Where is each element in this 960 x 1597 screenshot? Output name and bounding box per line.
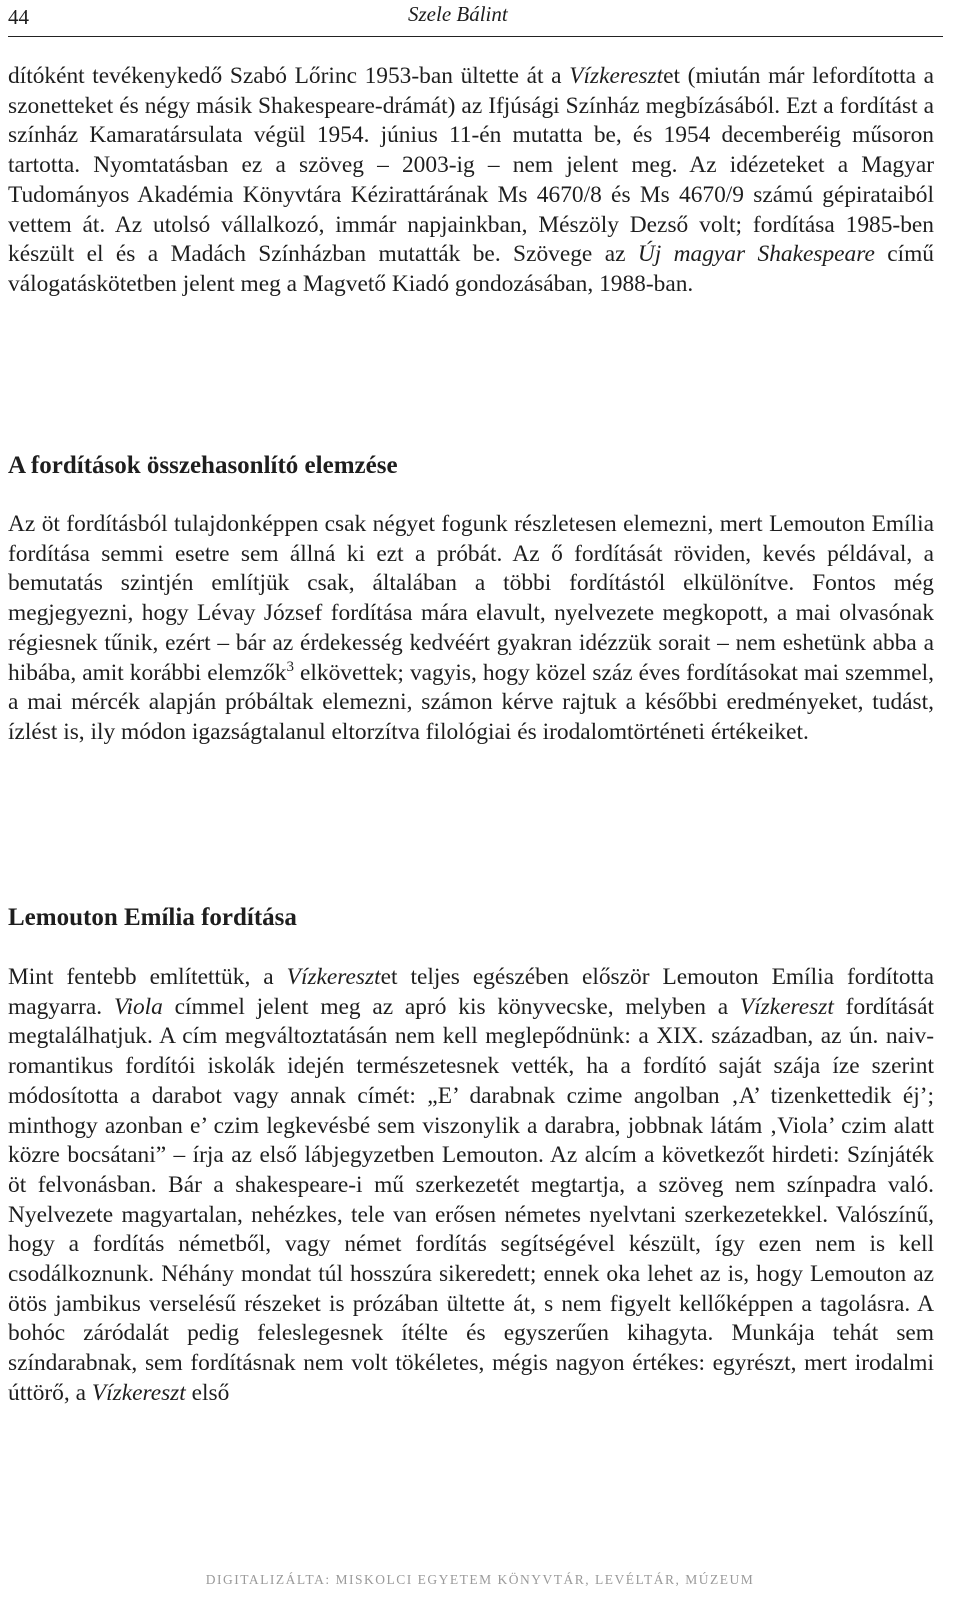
footnote-marker[interactable]: 3: [286, 658, 294, 675]
running-header: [8, 2, 942, 34]
body-paragraph-3: [8, 963, 934, 1409]
page-number: 44: [8, 5, 29, 29]
paragraph-text: et teljes egészében először Lemouton Emília fordította magyarra.: [8, 964, 934, 1020]
header-rule: [8, 36, 943, 37]
paragraph-text: fordítását megtalálhatjuk. A cím megváltoztatásán nem kell meglepődnünk: a XIX. században, az ún. naiv-romantikus fordítói iskolák idején természetesnek vették, ha a fordító saját szája íze szerint módosította a darabot vagy annak címét: „E’ darabnak czime angolban ‚A’ tizenkettedik éj’; minthogy azonban e’ czim legkevésbé sem viszonylik a darabra, jobbnak látám ‚Viola’ czim alatt közre bocsátani” – írja az első lábjegyzetben Lemouton. Az alcím a következőt hirdeti: Színjáték öt felvonásban. Bár a shakespeare-i mű szerkezetét megtartja, a szöveg nem színpadra való. Nyelvezete magyartalan, nehézkes, tele van erősen németes nyelvtani szerkezetekkel. Valószínű, hogy a fordítás németből, vagy német fordítás segítségével készült, így ezen nem is kell csodálkoznunk. Néhány mondat túl hosszúra sikeredett; ennek oka lehet az is, hogy Lemouton az ötös jambikus verselésű részeket is prózában ültette át, s nem figyelt kellőképpen a tagolásra. A bohóc záródalát pedig feleslegesnek ítélte és egyszerűen kihagyta. Munkája tehát sem színdarabnak, sem fordításnak nem volt tökéletes, mégis nagyon értékes: egyrészt, mert irodalmi úttörő, a: [8, 993, 934, 1406]
paragraph-text: első: [185, 1379, 230, 1406]
paragraph-text: et (miután már lefordította a szonetteket és négy másik Shakespeare-drámát) az Ifjúsági Színház megbízásából. Ezt a fordítást a színház Kamaratársulata végül 1954. június 11-én mutatta be, és 1954 decemberéig műsoron tartotta. Nyomtatásban ez a szöveg – 2003-ig – nem jelent meg. Az idézeteket a Magyar Tudományos Akadémia Könyvtára Kézirattárának Ms 4670/8 és Ms 4670/9 számú gépirataiból vettem át. Az utolsó vállalkozó, immár napjainkban, Mészöly Dezső volt; fordítása 1985-ben készült el és a Madách Színházban mutatták be. Szövege az: [8, 63, 935, 268]
italic-title: Vízkereszt: [286, 964, 381, 990]
body-paragraph-2: [8, 510, 934, 748]
paragraph-text: Az öt fordításból tulajdonképpen csak négyet fogunk részletesen elemezni, mert Lemouton Emília fordítása semmi esetre sem állná ki ezt a próbát. Az ő fordítását röviden, kevés példával, a bemutatás szintjén említjük csak, általában a többi fordítástól elkülönítve. Fontos még megjegyezni, hogy Lévay József fordítása mára elavult, nyelvezete megkopott, a mai olvasónak régiesnek tűnik, ezért – bár az érdekesség kedvéért gyakran idézzük sorait – nem eshetünk abba a hibába, amit korábbi elemzők: [8, 511, 934, 686]
italic-title: Vízkereszt: [739, 993, 834, 1020]
paragraph-text: Mint fentebb említettük, a: [8, 964, 287, 990]
italic-title: Viola: [113, 993, 163, 1020]
body-paragraph-1: [8, 62, 934, 300]
italic-title: Új magyar Shakespeare: [637, 241, 875, 268]
italic-title: Vízkereszt: [91, 1379, 186, 1406]
paragraph-text: című válogatáskötetben jelent meg a Magvető Kiadó gondozásában, 1988-ban.: [8, 241, 935, 297]
paragraph-text: dítóként tevékenykedő Szabó Lőrinc 1953-ban ültette át a: [8, 63, 570, 89]
section-heading-comparison: A fordítások összehasonlító elemzése: [8, 452, 398, 479]
paragraph-text: címmel jelent meg az apró kis könyvecske, melyben a: [162, 993, 740, 1020]
digitization-watermark: DIGITALIZÁLTA: MISKOLCI EGYETEM KÖNYVTÁR, LEVÉLTÁR, MÚZEUM: [205, 1572, 755, 1587]
italic-title: Vízkereszt: [569, 63, 664, 89]
section-heading-lemouton: Lemouton Emília fordítása: [8, 904, 297, 931]
running-title: Szele Bálint: [408, 2, 508, 26]
paragraph-text: elkövettek; vagyis, hogy közel száz éves fordításokat mai szemmel, a mai mércék alapján próbáltak elemezni, számon kérve rajtuk a későbbi eredményeket, tudást, ízlést is, ily módon igazságtalanul eltorzítva filológiai és irodalomtörténeti értékeiket.: [8, 659, 934, 745]
